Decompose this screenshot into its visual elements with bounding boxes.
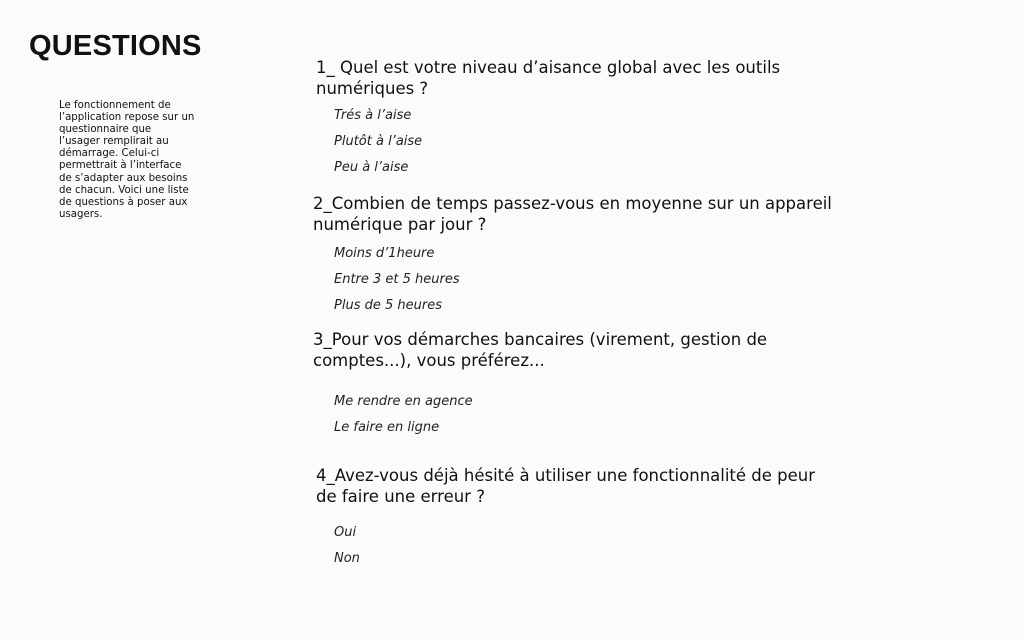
question-3: 3_Pour vos démarches bancaires (virement, gestion de comptes...), vous préférez... <box>313 330 768 370</box>
question-3-option-2[interactable]: Le faire en ligne <box>334 420 440 435</box>
question-2-option-1[interactable]: Moins d’1heure <box>334 246 435 261</box>
question-2-option-2[interactable]: Entre 3 et 5 heures <box>334 272 460 287</box>
question-4-option-1[interactable]: Oui <box>334 525 357 540</box>
question-1-option-3[interactable]: Peu à l’aise <box>334 160 409 175</box>
question-2: 2_Combien de temps passez-vous en moyenne sur un appareil numérique par jour ? <box>313 194 832 234</box>
question-1-option-2[interactable]: Plutôt à l’aise <box>334 134 423 149</box>
question-3-option-1[interactable]: Me rendre en agence <box>334 394 473 409</box>
question-1: 1_ Quel est votre niveau d’aisance global avec les outils numériques ? <box>316 58 781 98</box>
intro-text: Le fonctionnement de l’application repose sur un questionnaire que l’usager remplirait au démarrage. Celui-ci permettrait à l’interface de s’adapter aux besoins de chacun. Voici une liste de questions à poser aux usagers. <box>59 100 195 220</box>
question-4-option-2[interactable]: Non <box>334 551 360 566</box>
question-2-option-3[interactable]: Plus de 5 heures <box>334 298 442 313</box>
question-1-option-1[interactable]: Trés à l’aise <box>334 108 412 123</box>
page-title: QUESTIONS <box>29 30 202 62</box>
question-4: 4_Avez-vous déjà hésité à utiliser une fonctionnalité de peur de faire une erreur ? <box>316 466 816 506</box>
